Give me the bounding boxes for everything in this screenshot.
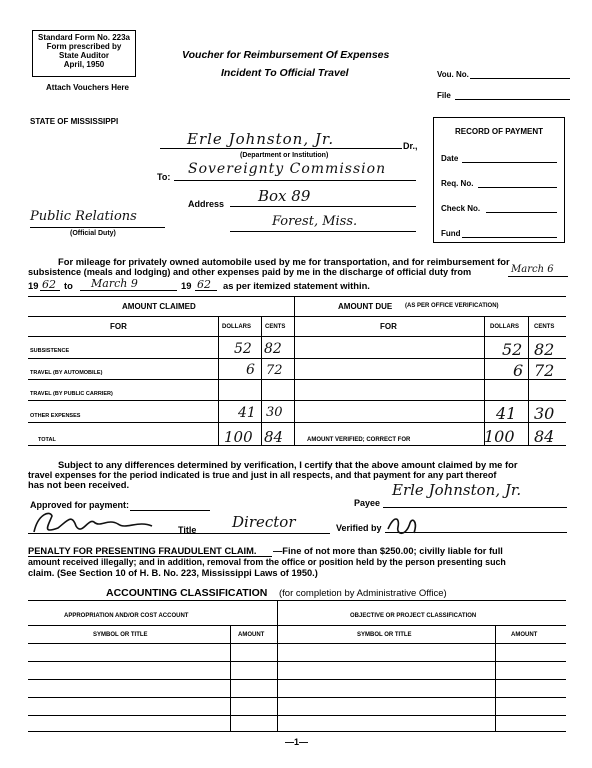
amount-due-header-note: (AS PER OFFICE VERIFICATION) (405, 303, 499, 309)
mileage-text-2: subsistence (meals and lodging) and other expenses paid by me in the discharge of official duty from (28, 267, 472, 277)
check-no-label: Check No. (441, 204, 481, 213)
penalty-line-2: amount received illegally; and in addition, removal from the office or position held by the person presenting such (28, 557, 506, 567)
accounting-middle-divider (277, 601, 278, 732)
official-duty-caption: (Official Duty) (70, 230, 116, 237)
date-label: Date (441, 154, 459, 163)
file-line (455, 99, 570, 100)
due-for-header: FOR (380, 322, 397, 331)
mileage-text-3: as per itemized statement within. (223, 280, 370, 291)
to-date-line (80, 290, 177, 291)
verified-by-label: Verified by (336, 523, 382, 533)
table-row2-rule (28, 379, 566, 380)
claimed-travel-auto-dollars: 6 (246, 362, 255, 378)
verifier-initials (384, 511, 424, 539)
fund-label: Fund (441, 229, 461, 238)
col-divider-claimed-dollars (218, 316, 219, 446)
fund-line (462, 237, 557, 238)
form-prescribed: Form prescribed by (46, 42, 122, 51)
table-header-rule (28, 336, 566, 337)
form-date: April, 1950 (63, 60, 105, 69)
claimed-subsistence-cents: 82 (264, 341, 282, 357)
year-from: 62 (42, 278, 56, 291)
file-label: File (437, 91, 451, 100)
accounting-header2-rule (28, 643, 566, 644)
due-total-cents: 84 (534, 427, 555, 446)
left-amount-header: AMOUNT (238, 632, 265, 638)
form-auditor: State Auditor (59, 51, 109, 60)
attach-note: Attach Vouchers Here (46, 83, 129, 92)
col-divider-due-cents (528, 316, 529, 446)
col-divider-claimed-cents (261, 316, 262, 446)
claimed-total-dollars: 100 (224, 428, 253, 446)
year-to: 62 (197, 278, 211, 291)
table-top-rule (28, 296, 566, 297)
address-line1: Box 89 (258, 187, 311, 205)
date-line (462, 162, 557, 163)
payee-label: Payee (354, 498, 381, 508)
year-prefix-to: 19 (181, 280, 192, 291)
department-value: Sovereignty Commission (188, 161, 387, 177)
claimed-dollars-header: DOLLARS (222, 324, 251, 330)
claimed-subsistence-dollars: 52 (234, 341, 252, 357)
claimed-cents-header: CENTS (265, 324, 286, 330)
req-no-label: Req. No. (441, 179, 474, 188)
payee-signature-line (383, 507, 567, 508)
table-row1-rule (28, 358, 566, 359)
accounting-row1-rule (28, 661, 566, 662)
table-row3-rule (28, 400, 566, 401)
table-subheader-rule (28, 316, 566, 317)
due-travel-auto-dollars: 6 (513, 361, 524, 380)
due-dollars-header: DOLLARS (490, 324, 519, 330)
official-duty-line (30, 227, 165, 228)
dr-label: Dr., (403, 141, 418, 151)
accounting-bottom-rule (28, 731, 566, 732)
to-word: to (64, 280, 73, 291)
to-date: March 9 (91, 277, 138, 290)
address-line1-rule (230, 206, 416, 207)
title-label: Title (178, 525, 197, 535)
year-prefix-from: 19 (28, 280, 39, 291)
page-number: —1— (285, 737, 309, 747)
row-label-other: OTHER EXPENSES (30, 413, 81, 419)
right-amount-header: AMOUNT (511, 632, 538, 638)
page-subtitle: Incident To Official Travel (221, 67, 349, 79)
certify-line-1: Subject to any differences determined by verification, I certify that the above amount claimed by me for (58, 459, 518, 470)
penalty-heading: PENALTY FOR PRESENTING FRAUDULENT CLAIM. (28, 546, 257, 556)
amount-due-header: AMOUNT DUE (338, 302, 393, 311)
req-no-line (478, 187, 557, 188)
accounting-row3-rule (28, 697, 566, 698)
accounting-header-rule (28, 625, 566, 626)
claimed-for-header: FOR (110, 322, 127, 331)
certify-line-3: has not been received. (28, 479, 130, 490)
accounting-right-amount-divider (495, 626, 496, 732)
year-from-line (40, 290, 60, 291)
due-subsistence-dollars: 52 (502, 340, 523, 359)
dept-caption: (Department or Institution) (240, 152, 329, 159)
penalty-line-3: claim. (See Section 10 of H. B. No. 223, Mississippi Laws of 1950.) (28, 568, 318, 578)
address-line2: Forest, Miss. (272, 214, 358, 229)
due-travel-auto-cents: 72 (534, 361, 555, 380)
claimed-travel-auto-cents: 72 (266, 363, 283, 378)
page-title: Voucher for Reimbursement Of Expenses (182, 49, 390, 61)
payee-name: Erle Johnston, Jr. (187, 130, 335, 148)
approved-label: Approved for payment: (30, 500, 130, 510)
penalty-line-1: —Fine of not more than $250.00; civilly liable for full (273, 546, 503, 556)
title-line (28, 533, 330, 534)
row-label-total: TOTAL (38, 437, 56, 443)
accounting-top-rule (28, 600, 566, 601)
amount-verified-label: AMOUNT VERIFIED; CORRECT FOR (307, 437, 411, 443)
vou-no-label: Vou. No. (437, 70, 469, 79)
due-cents-header: CENTS (534, 324, 555, 330)
accounting-row4-rule (28, 715, 566, 716)
record-of-payment-title: RECORD OF PAYMENT (454, 127, 543, 136)
amount-claimed-header: AMOUNT CLAIMED (122, 302, 196, 311)
state-label: STATE OF MISSISSIPPI (30, 117, 119, 126)
accounting-left-amount-divider (230, 626, 231, 732)
due-total-dollars: 100 (484, 427, 515, 446)
objective-header: OBJECTIVE OR PROJECT CLASSIFICATION (350, 613, 477, 619)
to-label: To: (157, 172, 171, 182)
form-number-box (32, 30, 136, 77)
address-label: Address (188, 199, 225, 209)
accounting-subtitle: (for completion by Administrative Office) (279, 588, 447, 599)
check-no-line (486, 212, 557, 213)
row-label-subsistence: SUBSISTENCE (30, 348, 70, 354)
right-symbol-header: SYMBOL OR TITLE (357, 632, 412, 638)
payee-signature: Erle Johnston, Jr. (392, 481, 522, 499)
form-number: Standard Form No. 223a (37, 33, 131, 42)
row-label-travel-auto: TRAVEL (BY AUTOMOBILE) (30, 370, 103, 376)
year-to-line (195, 290, 217, 291)
payee-line (160, 148, 402, 149)
due-subsistence-cents: 82 (534, 340, 555, 359)
due-other-dollars: 41 (496, 404, 517, 423)
claimed-total-cents: 84 (264, 428, 284, 446)
mileage-text-1: For mileage for privately owned automobile used by me for transportation, and for reimbursement for (58, 256, 510, 267)
table-row4-rule (28, 422, 566, 423)
department-line (174, 180, 416, 181)
accounting-row2-rule (28, 679, 566, 680)
from-date: March 6 (511, 264, 554, 275)
vou-no-line (470, 78, 570, 79)
address-line2-rule (230, 231, 416, 232)
appropriation-header: APPROPRIATION AND/OR COST ACCOUNT (64, 613, 189, 619)
claimed-other-cents: 30 (266, 405, 283, 420)
left-symbol-header: SYMBOL OR TITLE (93, 632, 148, 638)
title-value: Director (232, 513, 296, 531)
accounting-title: ACCOUNTING CLASSIFICATION (106, 587, 268, 599)
official-duty-value: Public Relations (30, 209, 137, 224)
row-label-travel-public: TRAVEL (BY PUBLIC CARRIER) (30, 391, 113, 397)
claimed-other-dollars: 41 (238, 405, 256, 421)
col-divider-middle (294, 297, 295, 446)
due-other-cents: 30 (534, 404, 555, 423)
certify-line-2: travel expenses for the period indicated is true and just in all respects, and that payment for any part thereof (28, 470, 497, 480)
from-date-line (508, 276, 568, 277)
